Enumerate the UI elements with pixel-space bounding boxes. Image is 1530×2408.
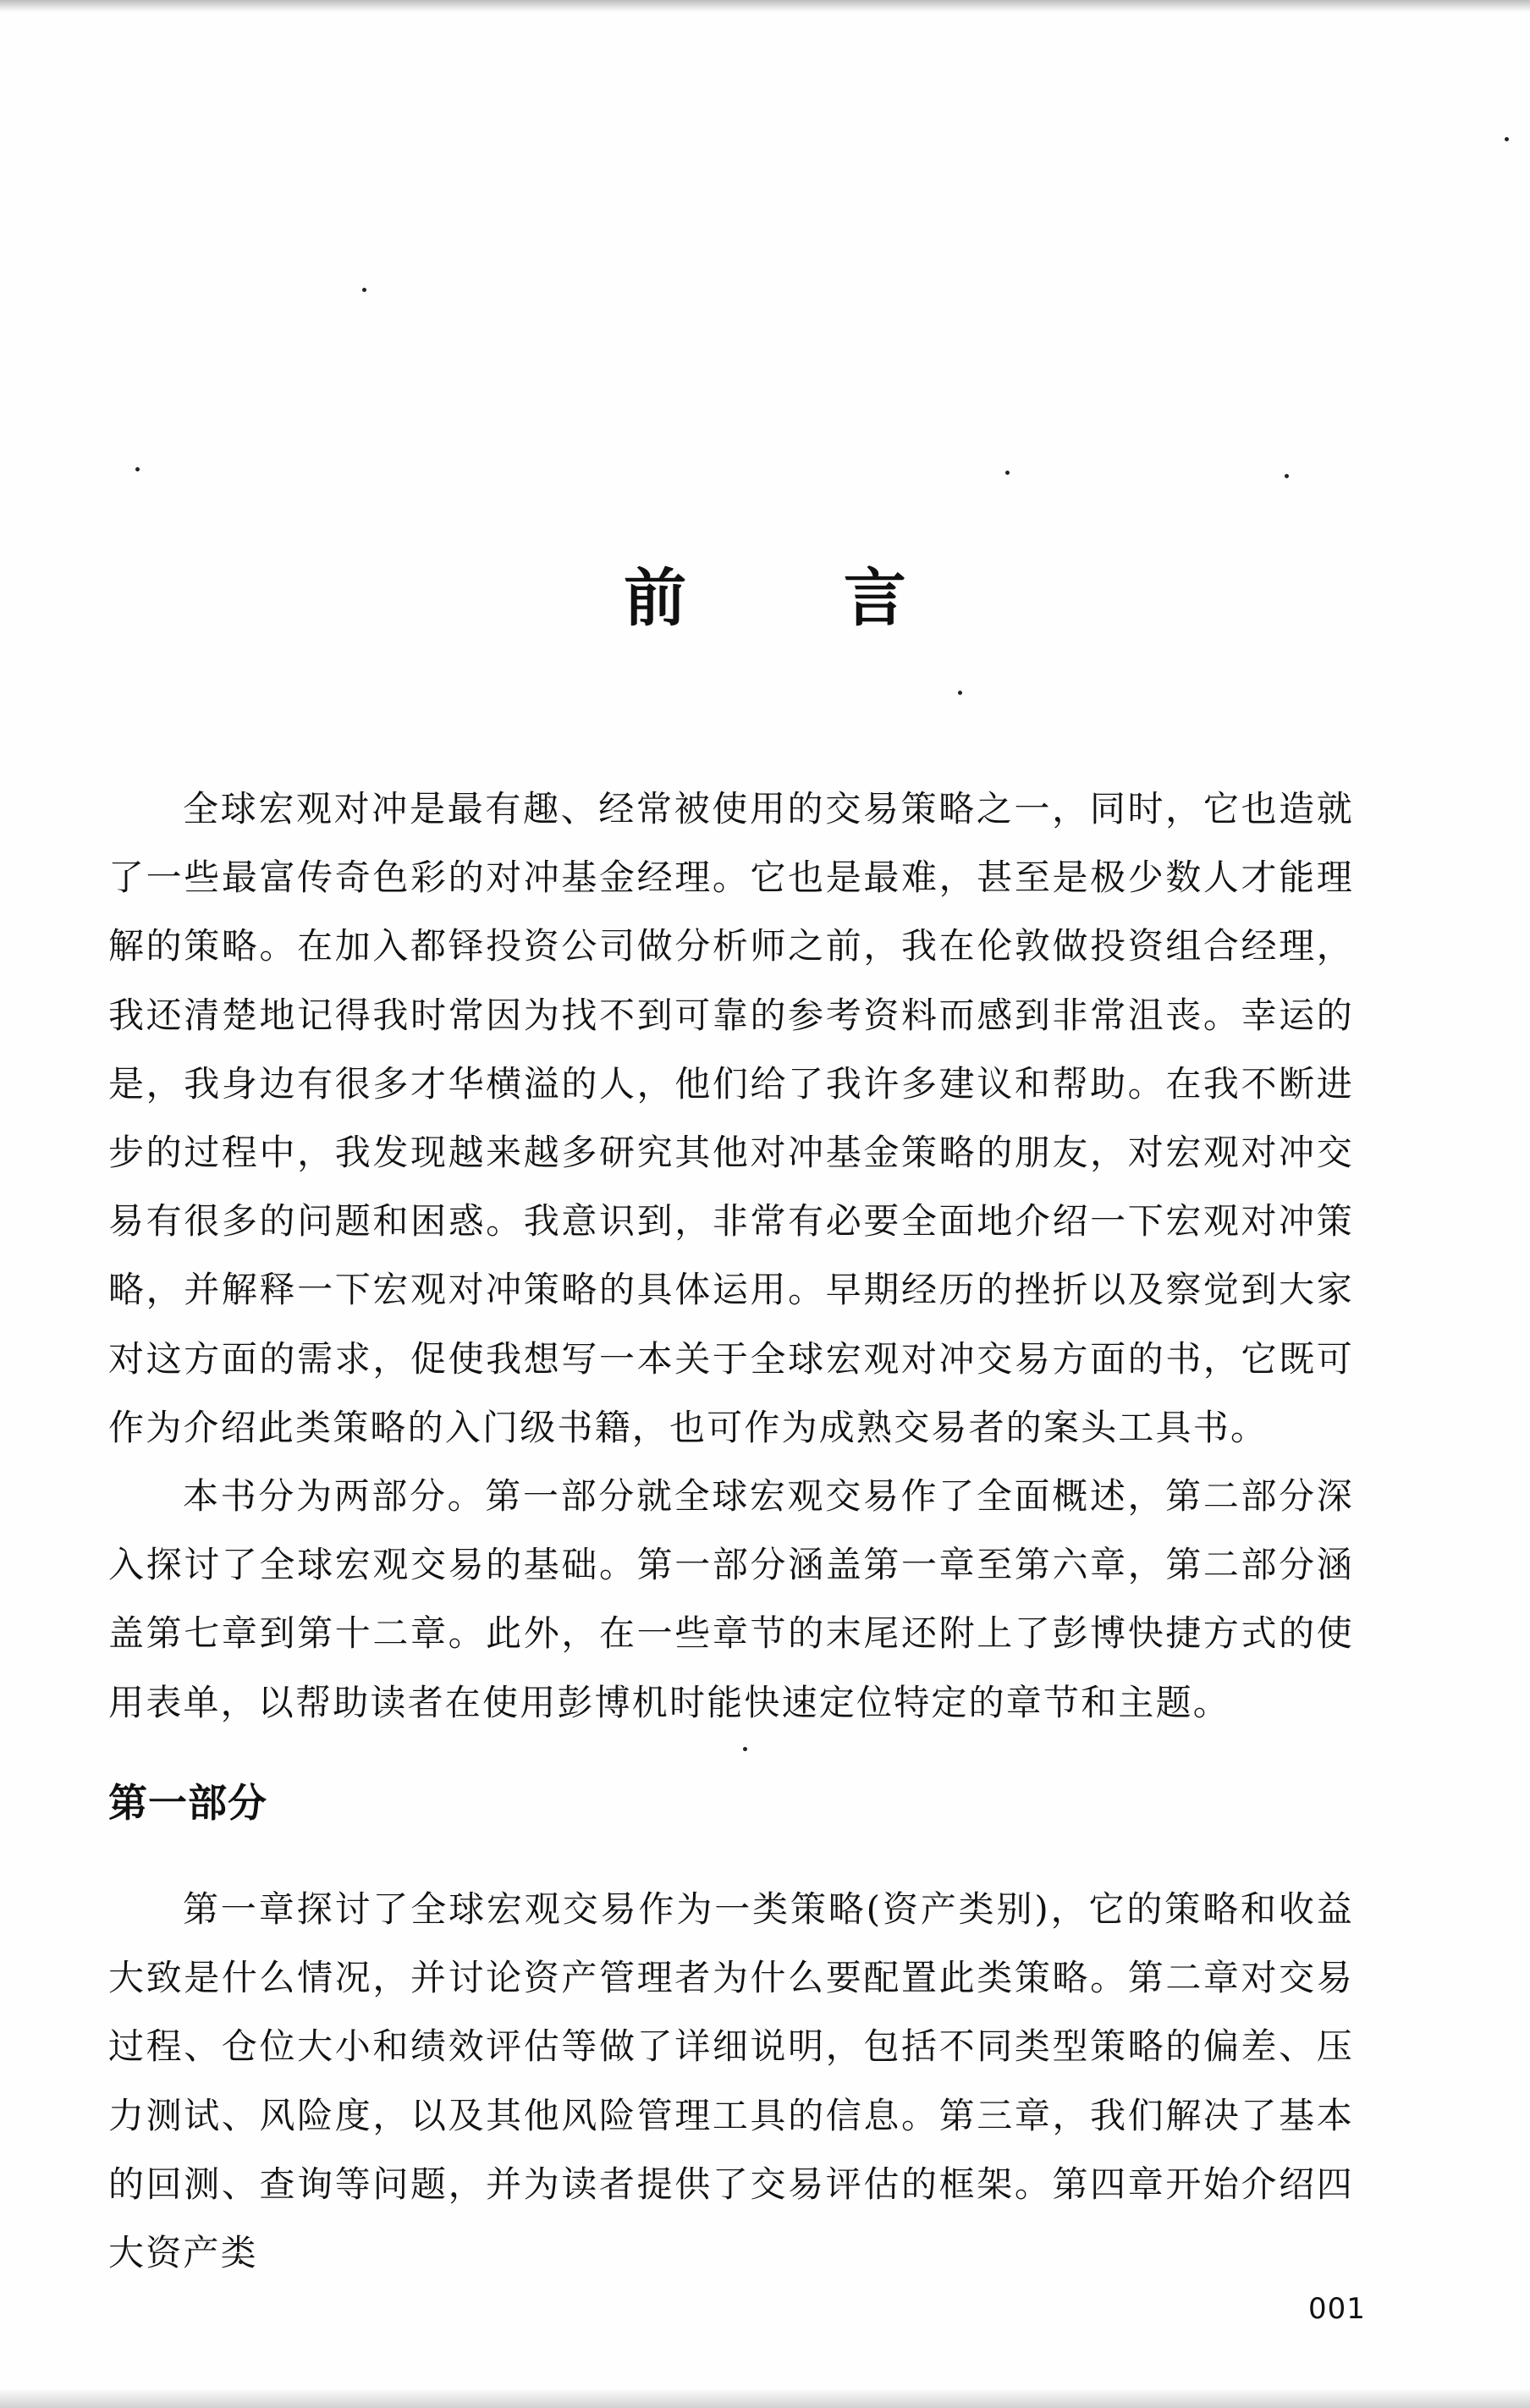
scan-speck [958, 691, 962, 695]
scan-edge-bottom [0, 2389, 1530, 2408]
scan-speck [743, 1747, 747, 1751]
page-title: 前 言 [624, 562, 974, 635]
scan-speck [1505, 137, 1509, 141]
scan-speck [1285, 474, 1289, 478]
intro-text [108, 774, 1354, 1737]
scan-speck [1005, 471, 1010, 475]
paragraph: 全球宏观对冲是最有趣、经常被使用的交易策略之一，同时，它也造就了一些最富传奇色彩的对冲基金经理。它也是最难，甚至是极少数人才能理解的策略。在加入都铎投资公司做分析师之前，我在伦敦做投资组合经理，我还清楚地记得我时常因为找不到可靠的参考资料而感到非常沮丧。幸运的是，我身边有很多才华横溢的人，他们给了我许多建议和帮助。在我不断进步的过程中，我发现越来越多研究其他对冲基金策略的朋友，对宏观对冲交易有很多的问题和困惑。我意识到，非常有必要全面地介绍一下宏观对冲策略，并解释一下宏观对冲策略的具体运用。早期经历的挫折以及察觉到大家对这方面的需求，促使我想写一本关于全球宏观对冲交易方面的书，它既可作为介绍此类策略的入门级书籍，也可作为成熟交易者的案头工具书。 [108, 788, 1354, 1448]
page-number: 001 [1308, 2292, 1366, 2326]
scan-edge-top [0, 0, 1530, 12]
scan-speck [362, 288, 366, 292]
section-heading: 第一部分 [108, 1780, 267, 1826]
section-text [108, 1875, 1354, 2287]
paragraph: 第一章探讨了全球宏观交易作为一类策略(资产类别)，它的策略和收益大致是什么情况，并讨论资产管理者为什么要配置此类策略。第二章对交易过程、仓位大小和绩效评估等做了详细说明，包括不同类型策略的偏差、压力测试、风险度，以及其他风险管理工具的信息。第三章，我们解决了基本的回测、查询等问题，并为读者提供了交易评估的框架。第四章开始介绍四大资产类 [108, 1888, 1354, 2274]
paragraph: 本书分为两部分。第一部分就全球宏观交易作了全面概述，第二部分深入探讨了全球宏观交易的基础。第一部分涵盖第一章至第六章，第二部分涵盖第七章到第十二章。此外，在一些章节的末尾还附上了彭博快捷方式的使用表单，以帮助读者在使用彭博机时能快速定位特定的章节和主题。 [108, 1475, 1354, 1723]
scan-speck [135, 467, 140, 471]
